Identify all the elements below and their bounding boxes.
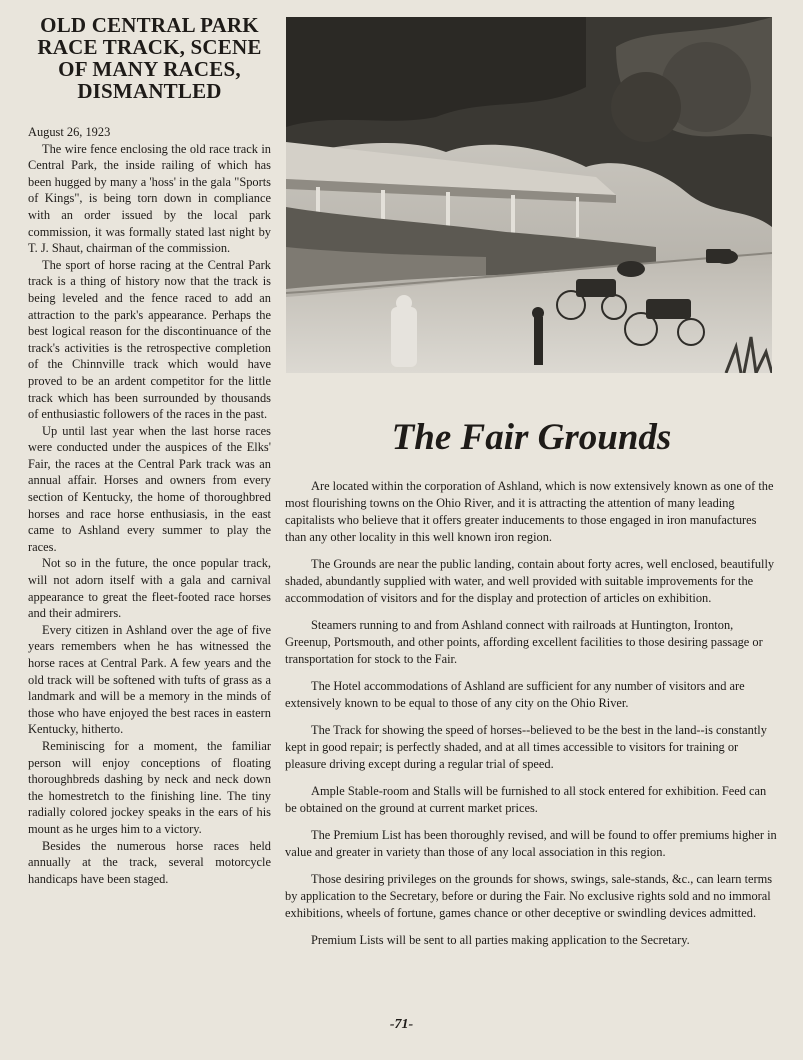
article-date: August 26, 1923 bbox=[28, 125, 111, 139]
page-number: -71- bbox=[389, 1017, 414, 1032]
article-paragraph: Besides the numerous horse races held annually at the track, several motorcycle handicaps have been staged. bbox=[28, 838, 271, 886]
article-paragraph: Every citizen in Ashland over the age of five years remembers when he has witnessed the horse races at Central Park. A few years and the old track will be softened with tufts of grass as a landmark and will be a memory in the minds of those who have enjoyed the best races in eastern Kentucky, hitherto. bbox=[28, 622, 271, 737]
article-title-line: RACE TRACK, SCENE bbox=[37, 35, 262, 59]
article-title-line: OLD CENTRAL PARK bbox=[40, 13, 259, 37]
fair-grounds-paragraph: Those desiring privileges on the grounds for shows, swings, sale-stands, &c., can learn terms by application to the Secretary, before or during the Fair. No exclusive rights sold and no immoral exhibitions, wheels of fortune, games chance or other deceptive or swindling devices admitted. bbox=[285, 872, 773, 920]
fair-grounds-paragraph: The Premium List has been thoroughly revised, and will be found to offer premiums higher in value and greater in variety than those of any local association in this region. bbox=[285, 828, 777, 859]
fair-grounds-paragraph: The Hotel accommodations of Ashland are sufficient for any number of visitors and are extensively known to be equal to those of any city on the Ohio River. bbox=[285, 679, 745, 710]
fair-grounds-paragraph: The Track for showing the speed of horses--believed to be the best in the land--is constantly kept in good repair; is perfectly shaded, and at all times accessible to visitors for training or pleasure driving except during a regular trial of speed. bbox=[285, 723, 767, 771]
article-paragraph: Up until last year when the last horse races were conducted under the auspices of the Elks' Fair, the races at the Central Park track was an annual affair. Horses and owners from every section of Kentucky, the home of thoroughbred horses and race horse enthusiasis, in the east came to Ashland every summer to play the races. bbox=[28, 423, 271, 554]
fair-grounds-paragraph: The Grounds are near the public landing, contain about forty acres, well enclosed, beautifully shaded, abundantly supplied with water, and well provided with suitable improvements for the accommodation of visitors and for the display and protection of articles on exhibition. bbox=[285, 557, 775, 605]
fair-grounds-paragraph: Premium Lists will be sent to all parties making application to the Secretary. bbox=[311, 933, 690, 947]
article-column bbox=[28, 14, 271, 887]
article-paragraph: Not so in the future, the once popular track, will not adorn itself with a gala and carnival appearance to great the fleet-footed race horses and their admirers. bbox=[28, 556, 271, 621]
article-title-line: DISMANTLED bbox=[77, 79, 222, 103]
article-paragraph: Reminiscing for a moment, the familiar person will enjoy conceptions of floating thoroughbreds dashing by neck and neck down the homestretch to the finishing line. The tiny radially colored jockey speaks in the ears of his mount as he urges him to a victory. bbox=[28, 738, 271, 836]
fair-grounds-column bbox=[285, 416, 778, 959]
race-track-photo bbox=[286, 17, 772, 373]
fair-grounds-paragraph: Steamers running to and from Ashland connect with railroads at Huntington, Ironton, Greenup, Portsmouth, and other points, affording excellent facilities to those desiring passage or transportation for stock to the Fair. bbox=[285, 618, 763, 666]
article-paragraph: The wire fence enclosing the old race track in Central Park, the inside railing of which has been hugged by many a 'hoss' in the gala "Sports of Kings", is being torn down in compliance with an order issued by the local park commission, it was formally stated last night by T. J. Shaut, chairman of the commission. bbox=[28, 141, 271, 256]
article-title bbox=[28, 14, 271, 102]
fair-grounds-paragraph: Are located within the corporation of Ashland, which is now extensively known as one of the most flourishing towns on the Ohio River, and it is attracting the attention of many leading capitalists who believe that it offers greater inducements to those engaged in iron manufactures than any other locality in this well known iron region. bbox=[285, 479, 774, 544]
fair-grounds-title: The Fair Grounds bbox=[391, 417, 672, 458]
fair-grounds-paragraph: Ample Stable-room and Stalls will be furnished to all stock entered for exhibition. Feed can be obtained on the ground at current market prices. bbox=[285, 784, 767, 815]
article-paragraph: The sport of horse racing at the Central Park track is a thing of history now that the track is being leveled and the fence raced to add an attraction to the park's appearance. Perhaps the best logical reason for the discontinuance of the track's activities is the retrospective completion of the Chinnville track which would have proved to be an ardent competitor for the little track which has been surrounded by thousands of enthusiastic followers of the races in the past. bbox=[28, 257, 271, 422]
article-title-line: OF MANY RACES, bbox=[58, 57, 241, 81]
